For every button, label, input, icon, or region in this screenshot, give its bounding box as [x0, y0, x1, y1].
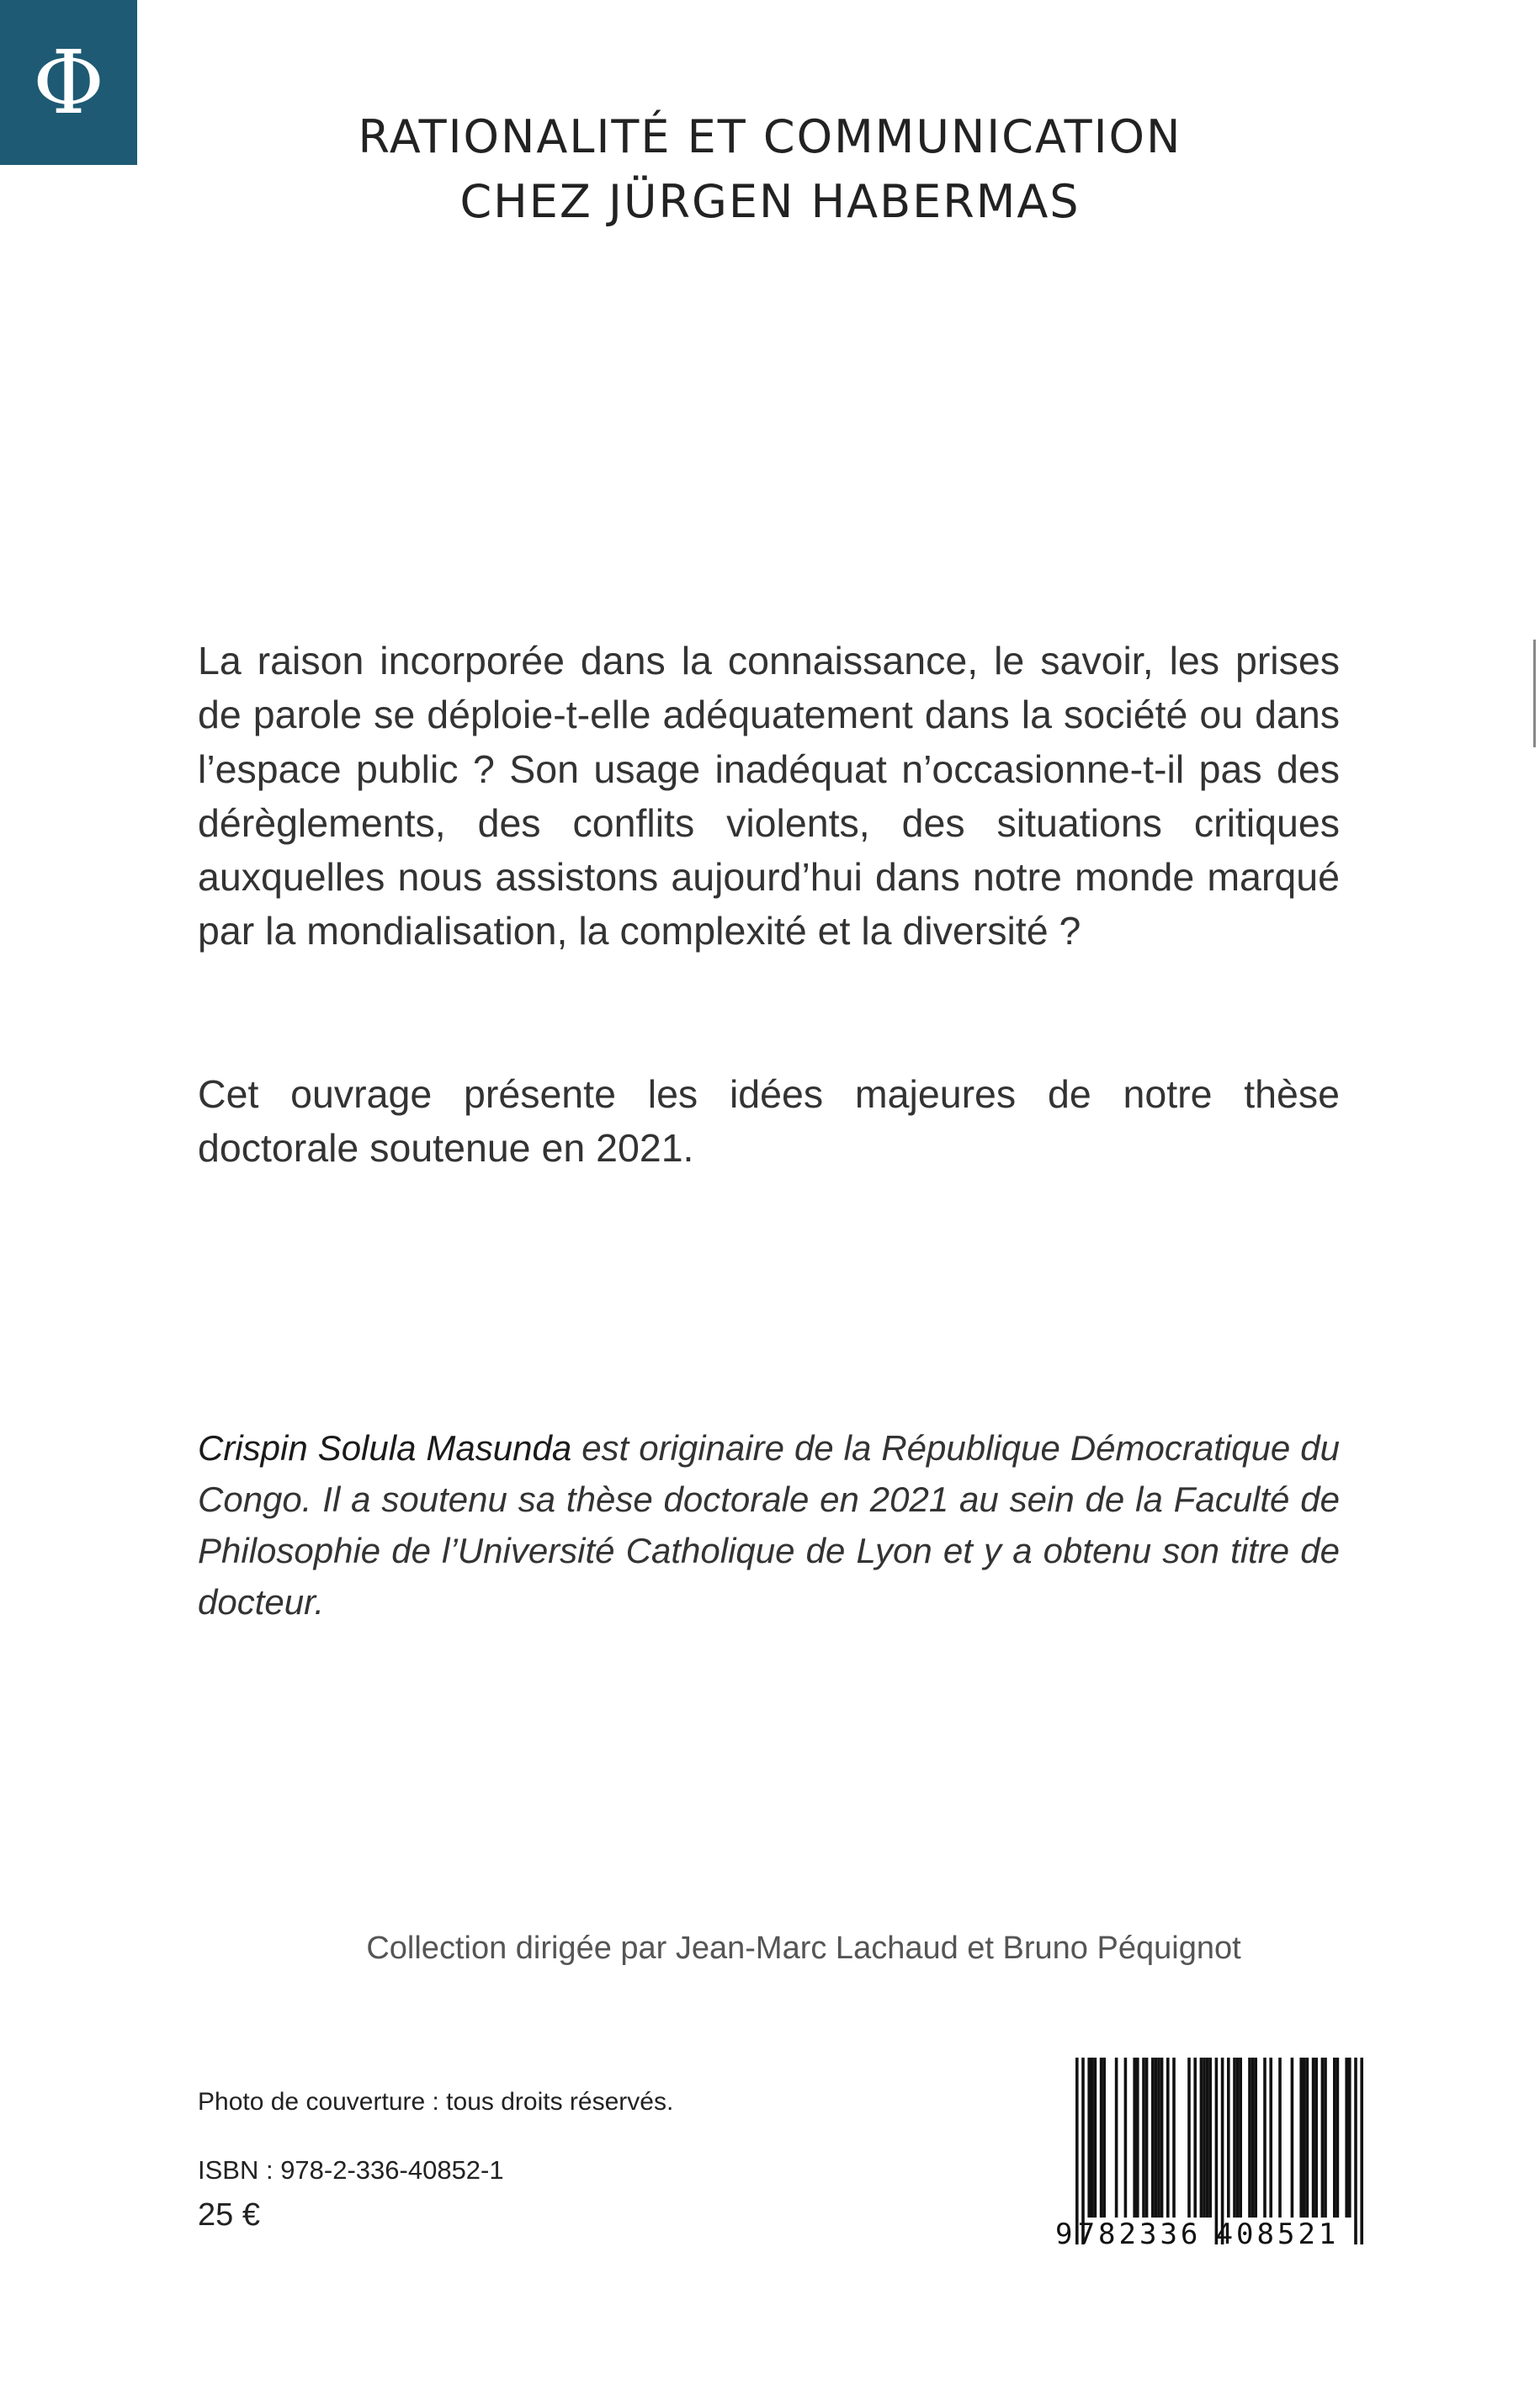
author-name: Crispin Solula Masunda	[198, 1428, 572, 1468]
barcode-bar	[1145, 2058, 1149, 2218]
barcode-bar	[1291, 2058, 1294, 2218]
barcode-bar	[1299, 2058, 1303, 2218]
phi-logo-icon: Φ	[32, 31, 105, 134]
barcode-bar	[1142, 2058, 1145, 2218]
author-bio	[198, 1422, 1340, 1628]
barcode-bar	[1208, 2058, 1212, 2218]
barcode-bar	[1354, 2058, 1357, 2244]
barcode-bar	[1151, 2058, 1155, 2218]
barcode-bar	[1303, 2058, 1306, 2218]
barcode-bar	[1193, 2058, 1197, 2218]
barcode-bar	[1115, 2058, 1118, 2218]
barcode-bars	[1075, 2058, 1363, 2244]
barcode-bar	[1091, 2058, 1094, 2218]
barcode-bar	[1345, 2058, 1348, 2218]
barcode-bar	[1206, 2058, 1209, 2218]
barcode-bar	[1306, 2058, 1309, 2218]
barcode-bar	[1348, 2058, 1351, 2218]
book-title-line-2: CHEZ JÜRGEN HABERMAS	[459, 175, 1081, 228]
isbn: ISBN : 978-2-336-40852-1	[198, 2155, 504, 2185]
barcode-bar	[1333, 2058, 1336, 2218]
blurb-paragraph-1: La raison incorporée dans la connaissance, le savoir, les prises de parole se déploie-t-elle adéquatement dans la société ou dans l’espace public ? Son usage inadéquat n’occasionne-t-il pas des dérèglements, des conflits violents, des situations critiques auxquelles nous assistons aujourd’hui dans notre monde marqué par la mondialisation, la complexité et la diversité ?	[198, 639, 1340, 953]
barcode-bar	[1136, 2058, 1139, 2218]
barcode-bar	[1087, 2058, 1091, 2218]
barcode-bar	[1236, 2058, 1240, 2218]
barcode-bar	[1075, 2058, 1079, 2244]
barcode-bar	[1166, 2058, 1170, 2218]
barcode-bar	[1215, 2058, 1219, 2244]
barcode-bar	[1102, 2058, 1106, 2218]
barcode-bar	[1312, 2058, 1315, 2218]
barcode-bar	[1124, 2058, 1128, 2218]
barcode-bar	[1324, 2058, 1327, 2218]
barcode-bar	[1172, 2058, 1176, 2218]
barcode-right-digits: 408521	[1215, 2218, 1340, 2247]
barcode-bar	[1278, 2058, 1282, 2218]
price: 25 €	[198, 2197, 260, 2233]
barcode-bar	[1360, 2058, 1363, 2244]
barcode-bar	[1100, 2058, 1103, 2218]
barcode-bar	[1248, 2058, 1251, 2218]
barcode-bar	[1269, 2058, 1272, 2218]
collection-credit: Collection dirigée par Jean-Marc Lachaud et Bruno Péquignot	[366, 1931, 1241, 1966]
barcode-bar	[1336, 2058, 1340, 2218]
barcode-bar	[1254, 2058, 1257, 2218]
barcode-bar	[1133, 2058, 1136, 2218]
barcode-bar	[1081, 2058, 1085, 2244]
author-bio-text: est originaire de la République Démocratique du Congo. Il a soutenu sa thèse doctorale en 2021 au sein de la Faculté de Philosophie de l’Université Catholique de Lyon et y a obtenu son titre de docteur.	[198, 1428, 1340, 1622]
edge-mark	[1533, 640, 1536, 747]
barcode-bar	[1221, 2058, 1224, 2244]
barcode-bar	[1263, 2058, 1267, 2218]
book-title-line-1: RATIONALITÉ ET COMMUNICATION	[358, 110, 1182, 163]
barcode-bar	[1321, 2058, 1325, 2218]
barcode-bar	[1157, 2058, 1160, 2218]
barcode-bar	[1200, 2058, 1203, 2218]
barcode-bar	[1203, 2058, 1206, 2218]
barcode-bar	[1233, 2058, 1236, 2218]
photo-credit: Photo de couverture : tous droits réservés.	[198, 2088, 674, 2116]
barcode-bar	[1187, 2058, 1191, 2218]
barcode-bar	[1314, 2058, 1318, 2218]
barcode-bar	[1155, 2058, 1158, 2218]
barcode-first-digit: 9	[1055, 2218, 1073, 2247]
barcode	[1050, 2058, 1368, 2247]
barcode-bar	[1251, 2058, 1255, 2218]
barcode-left-digits: 782336	[1077, 2218, 1202, 2247]
barcode-bar	[1094, 2058, 1097, 2218]
barcode-bar	[1160, 2058, 1164, 2218]
barcode-bar	[1239, 2058, 1242, 2218]
blurb-paragraph-2: Cet ouvrage présente les idées majeures de notre thèse doctorale soutenue en 2021.	[198, 1072, 1340, 1171]
barcode-bar	[1227, 2058, 1230, 2218]
